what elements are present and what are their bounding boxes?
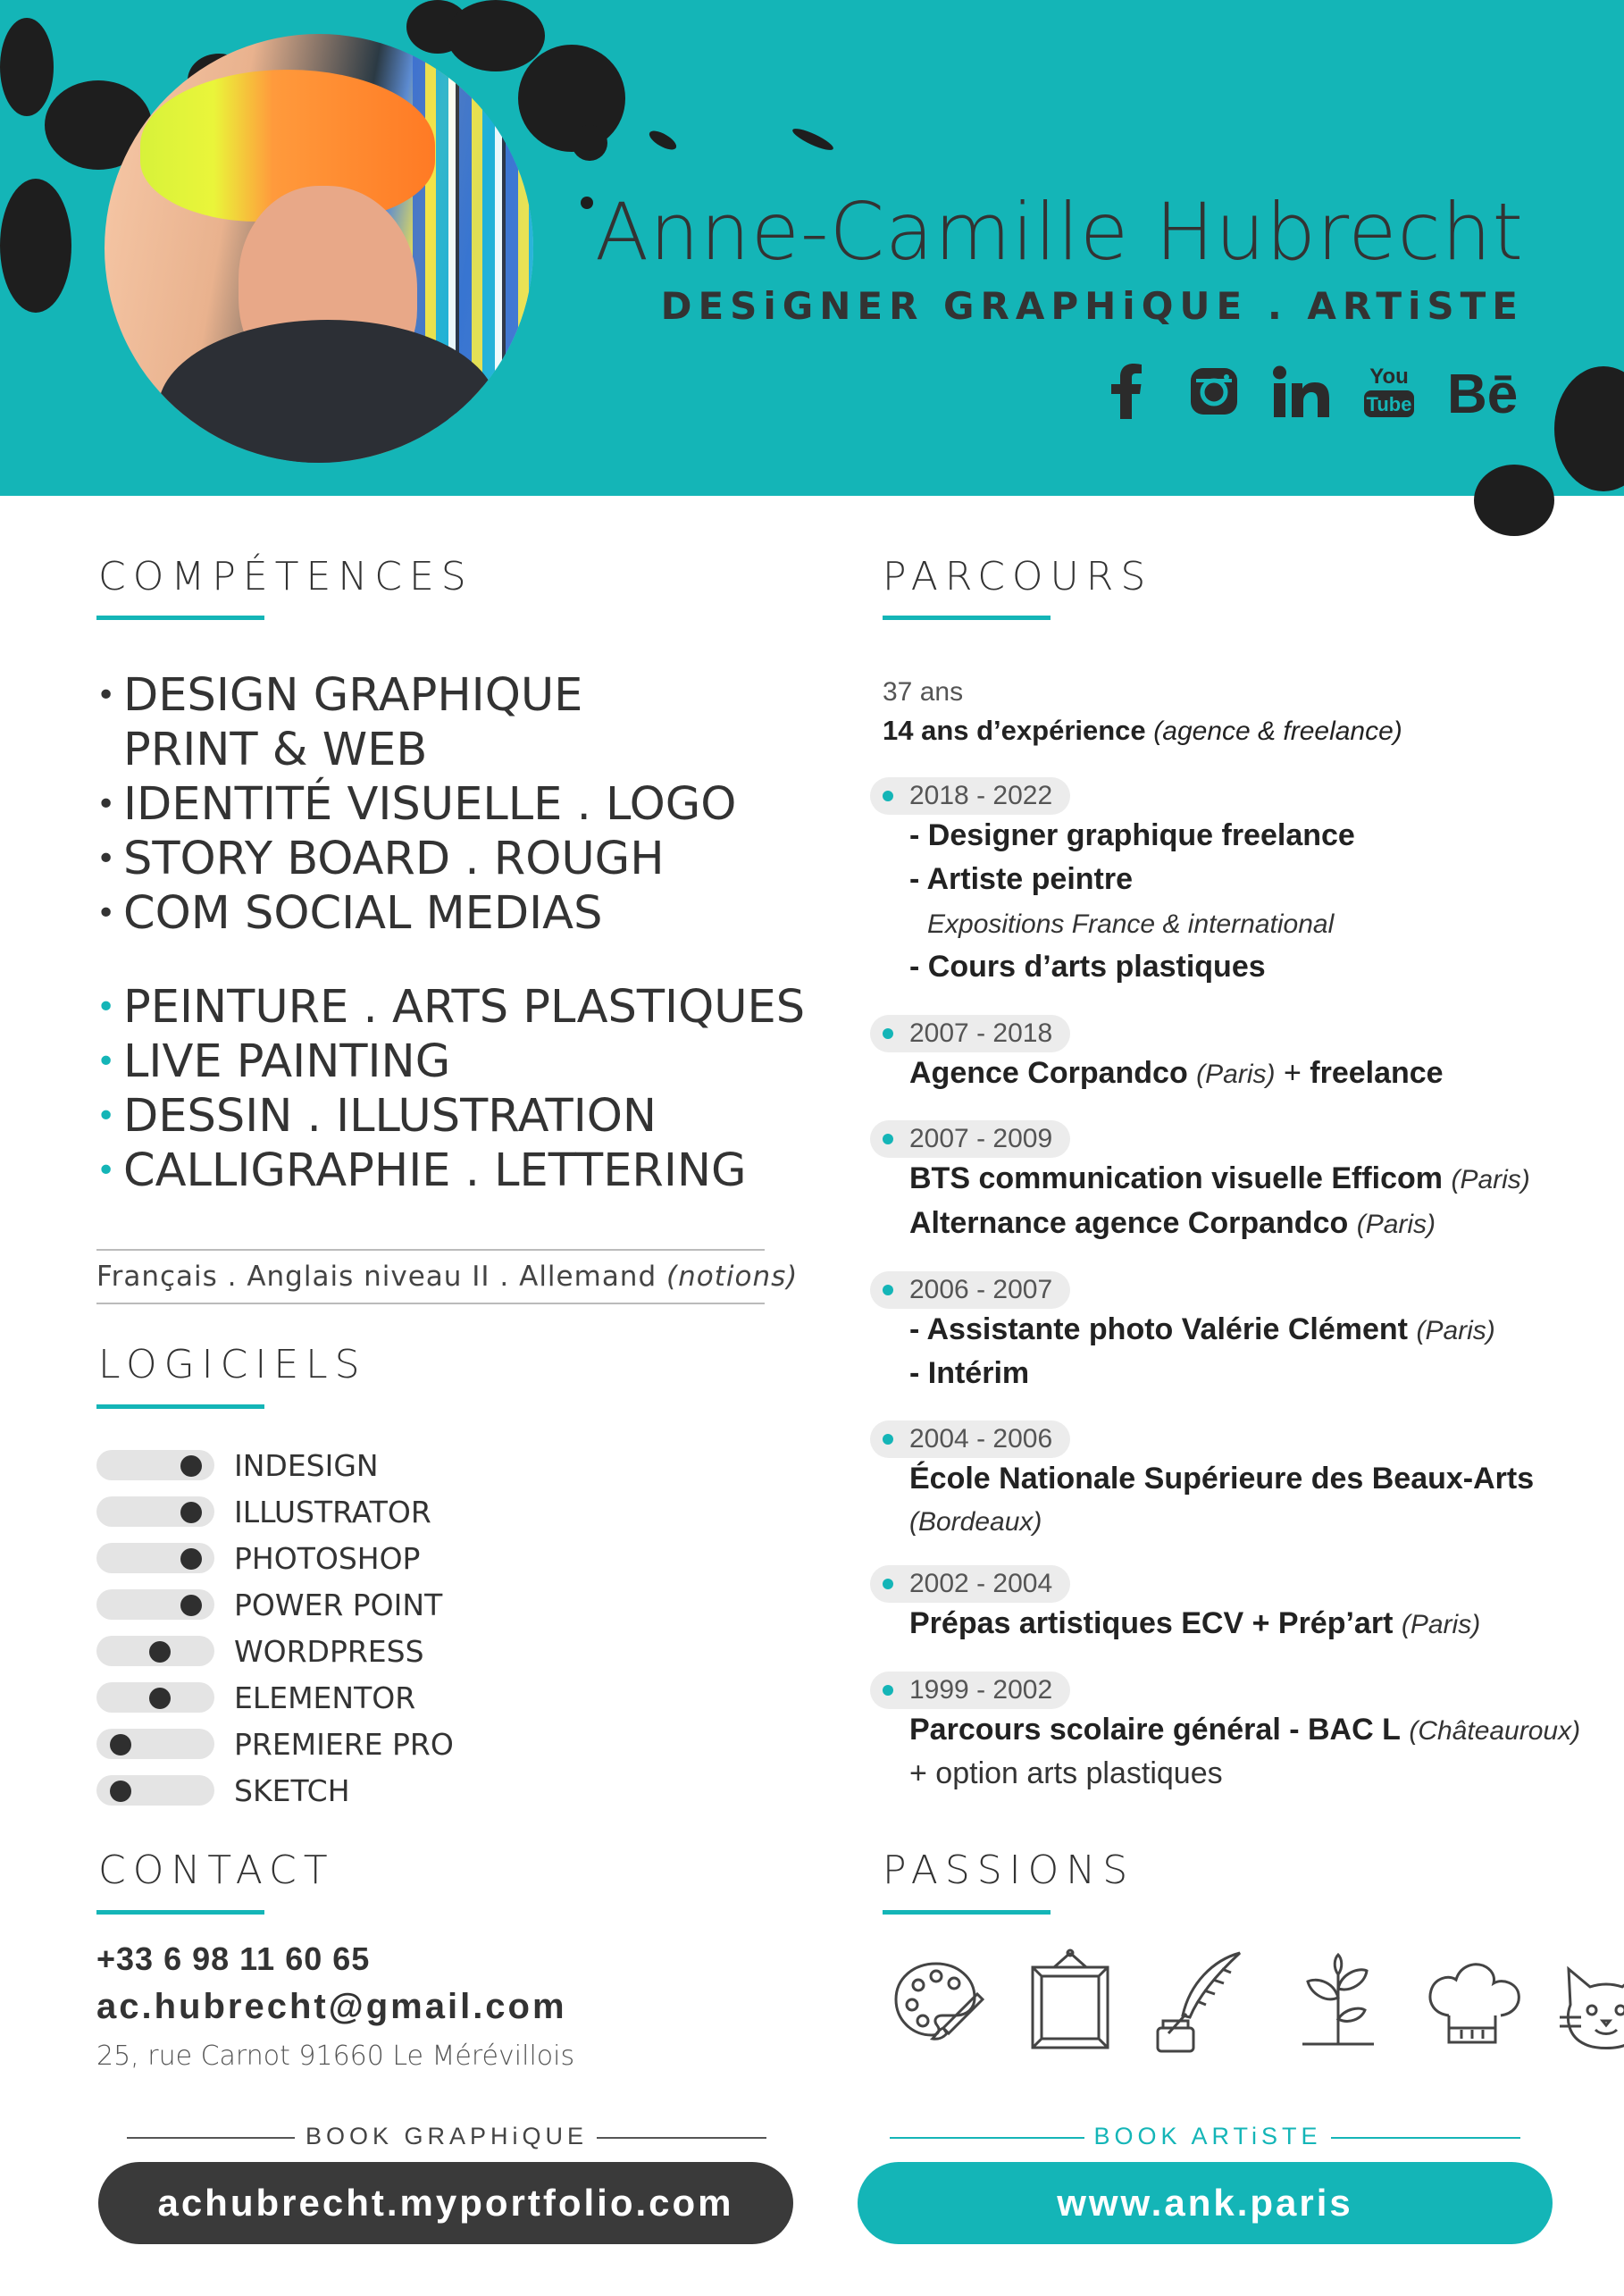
- competences-title: COMPÉTENCES: [98, 554, 473, 599]
- timeline-line: - Cours d’arts plastiques: [909, 950, 1266, 984]
- linkedin-icon[interactable]: [1272, 362, 1331, 421]
- cat-icon: [1553, 1948, 1624, 2055]
- software-row: [96, 1535, 454, 1581]
- software-row: [96, 1581, 454, 1628]
- skill-level-bar: [96, 1450, 214, 1480]
- skill-item: • COM SOCIAL MEDIAS: [96, 887, 603, 940]
- software-name: POWER POINT: [234, 1587, 443, 1622]
- passions-title: PASSIONS: [883, 1848, 1135, 1893]
- skill-level-bar: [96, 1682, 214, 1713]
- period-badge: 2002 - 2004: [870, 1565, 1070, 1603]
- youtube-icon[interactable]: [1360, 362, 1419, 421]
- logiciels-title: LOGICIELS: [98, 1342, 367, 1387]
- skill-level-bar: [96, 1543, 214, 1573]
- software-row: [96, 1442, 454, 1488]
- experience: 14 ans d’expérience (agence & freelance): [883, 715, 1402, 746]
- skill-item: • LIVE PAINTING: [96, 1035, 451, 1088]
- book-graphique-rule-right: [597, 2137, 766, 2139]
- skill-level-dot: [180, 1548, 202, 1570]
- timeline-line: Agence Corpandco (Paris) + freelance: [909, 1056, 1444, 1090]
- skill-level-dot: [180, 1595, 202, 1616]
- parcours-underline: [883, 616, 1051, 620]
- timeline-line: - Artiste peintre: [909, 862, 1134, 896]
- software-name: INDESIGN: [234, 1447, 379, 1483]
- facebook-icon[interactable]: [1097, 362, 1156, 421]
- svg-text:Tube: Tube: [1366, 393, 1412, 415]
- period-badge: 2007 - 2009: [870, 1120, 1070, 1158]
- period-badge: 2006 - 2007: [870, 1271, 1070, 1309]
- languages: Français . Anglais niveau II . Allemand (notions): [96, 1249, 765, 1304]
- timeline-line: Prépas artistiques ECV + Prép’art (Paris): [909, 1606, 1481, 1640]
- age: 37 ans: [883, 677, 964, 707]
- email-address[interactable]: ac.hubrecht@gmail.com: [96, 1987, 567, 2026]
- svg-text:Bē: Bē: [1447, 366, 1519, 416]
- palette-icon: [883, 1948, 990, 2055]
- book-graphique-rule-left: [127, 2137, 295, 2139]
- skill-level-bar: [96, 1589, 214, 1620]
- plant-icon: [1285, 1948, 1392, 2055]
- job-title: DESiGNER GRAPHiQUE . ARTiSTE: [660, 284, 1524, 328]
- parcours-title: PARCOURS: [883, 554, 1153, 599]
- timeline-line: - Designer graphique freelance: [909, 818, 1355, 852]
- timeline-line: Parcours scolaire général - BAC L (Châteauroux): [909, 1713, 1581, 1747]
- frame-icon: [1017, 1948, 1124, 2055]
- software-row: [96, 1674, 454, 1721]
- skills-list: [96, 668, 805, 1198]
- timeline-line: - Intérim: [909, 1356, 1030, 1390]
- period-badge: 2004 - 2006: [870, 1420, 1070, 1458]
- skill-level-dot: [110, 1734, 131, 1756]
- timeline-line: + option arts plastiques: [909, 1756, 1223, 1790]
- passions-underline: [883, 1910, 1051, 1915]
- person-name: Anne-Camille Hubrecht: [594, 186, 1524, 278]
- skill-level-dot: [180, 1455, 202, 1477]
- skill-item: PRINT & WEB: [123, 724, 428, 776]
- skill-level-dot: [180, 1502, 202, 1523]
- software-row: [96, 1767, 454, 1814]
- software-name: PHOTOSHOP: [234, 1540, 421, 1576]
- timeline-line: Alternance agence Corpandco (Paris): [909, 1206, 1436, 1240]
- period-badge: 2007 - 2018: [870, 1015, 1070, 1052]
- software-name: ILLUSTRATOR: [234, 1494, 431, 1529]
- software-name: SKETCH: [234, 1772, 350, 1808]
- logiciels-underline: [96, 1404, 264, 1409]
- timeline-line: École Nationale Supérieure des Beaux-Arts: [909, 1462, 1535, 1496]
- skill-level-dot: [149, 1688, 171, 1709]
- phone-number[interactable]: +33 6 98 11 60 65: [96, 1940, 371, 1977]
- social-links: [1097, 362, 1524, 421]
- skill-item: • DESIGN GRAPHIQUE: [96, 669, 583, 722]
- software-name: WORDPRESS: [234, 1633, 424, 1669]
- skill-level-bar: [96, 1636, 214, 1666]
- skill-item: • CALLIGRAPHIE . LETTERING: [96, 1144, 747, 1197]
- period-badge: 1999 - 2002: [870, 1672, 1070, 1709]
- book-graphique-button[interactable]: achubrecht.myportfolio.com: [98, 2162, 793, 2244]
- timeline-line: BTS communication visuelle Efficom (Paris): [909, 1161, 1530, 1195]
- software-row: [96, 1488, 454, 1535]
- skill-level-bar: [96, 1729, 214, 1759]
- skill-level-dot: [110, 1781, 131, 1802]
- book-artiste-label: BOOK ARTiSTE: [1093, 2123, 1322, 2149]
- skill-item: • IDENTITÉ VISUELLE . LOGO: [96, 778, 737, 831]
- book-graphique-label: BOOK GRAPHiQUE: [305, 2123, 589, 2149]
- software-list: [96, 1442, 454, 1814]
- chef-hat-icon: [1419, 1948, 1526, 2055]
- competences-underline: [96, 616, 264, 620]
- contact-underline: [96, 1910, 264, 1915]
- software-row: [96, 1721, 454, 1767]
- software-row: [96, 1628, 454, 1674]
- timeline-subline: Expositions France & international: [927, 909, 1335, 939]
- instagram-icon[interactable]: [1185, 362, 1243, 421]
- book-artiste-rule-right: [1331, 2137, 1520, 2139]
- skill-item: • STORY BOARD . ROUGH: [96, 833, 665, 885]
- timeline-line: - Assistante photo Valérie Clément (Paris): [909, 1312, 1495, 1346]
- skill-level-bar: [96, 1496, 214, 1527]
- skill-item: • PEINTURE . ARTS PLASTIQUES: [96, 981, 806, 1034]
- profile-photo: [105, 34, 533, 463]
- software-name: PREMIERE PRO: [234, 1726, 454, 1762]
- skill-level-dot: [149, 1641, 171, 1663]
- timeline-line: (Bordeaux): [909, 1507, 1042, 1537]
- passions-icons: [883, 1948, 1624, 2055]
- behance-icon[interactable]: [1447, 362, 1524, 421]
- book-artiste-rule-left: [890, 2137, 1084, 2139]
- quill-icon: [1151, 1948, 1258, 2055]
- contact-title: CONTACT: [98, 1848, 335, 1893]
- svg-text:You: You: [1369, 365, 1409, 389]
- book-artiste-button[interactable]: www.ank.paris: [858, 2162, 1553, 2244]
- period-badge: 2018 - 2022: [870, 777, 1070, 815]
- software-name: ELEMENTOR: [234, 1680, 416, 1715]
- skill-item: • DESSIN . ILLUSTRATION: [96, 1090, 657, 1143]
- skill-level-bar: [96, 1775, 214, 1806]
- postal-address: 25, rue Carnot 91660 Le Mérévillois: [96, 2040, 575, 2072]
